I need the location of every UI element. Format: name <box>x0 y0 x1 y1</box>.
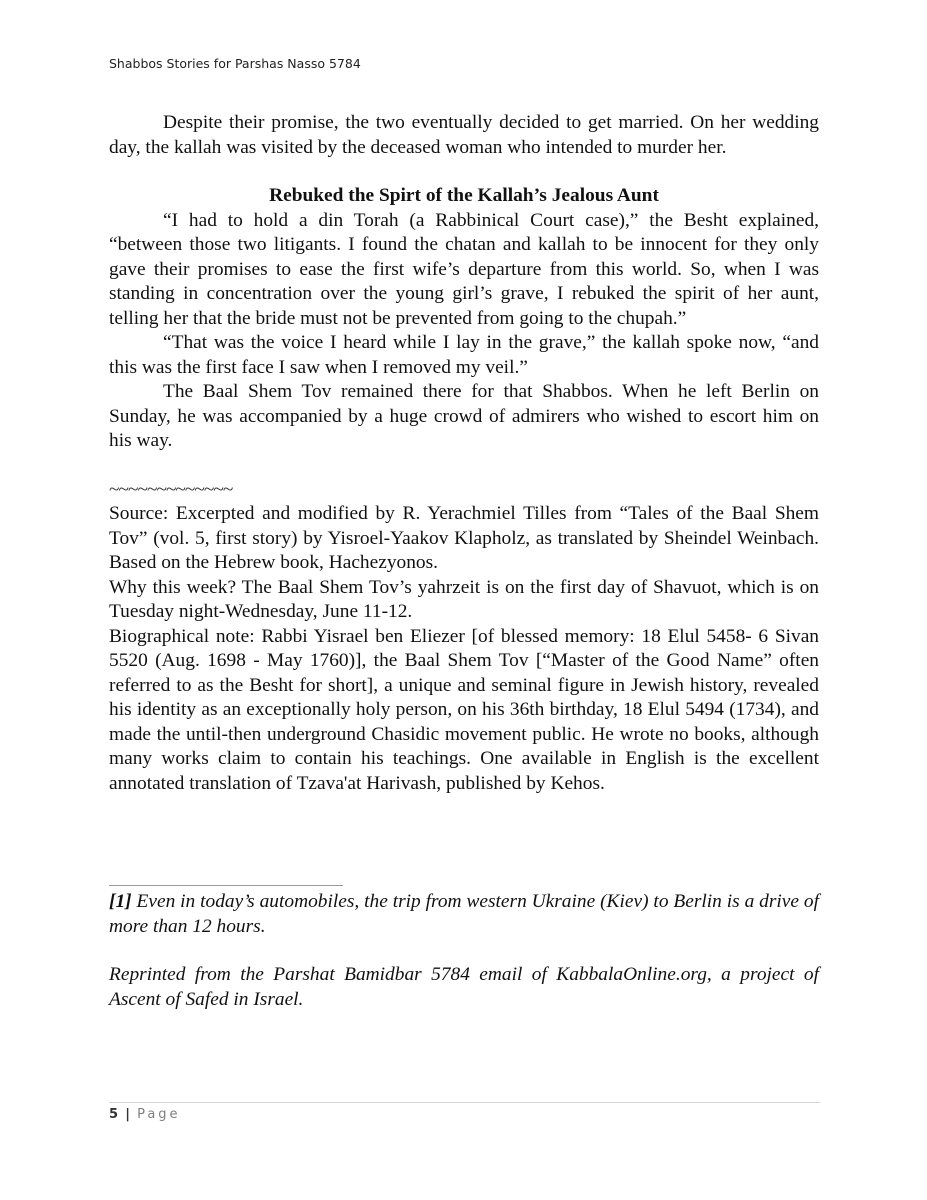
story-paragraph-4: The Baal Shem Tov remained there for that Shabbos. When he left Berlin on Sunday, he was accompanied by a huge crowd of admirers who wished to escort him on his way. <box>109 381 819 451</box>
footer-rule <box>109 1102 820 1103</box>
why-this-week-note: Why this week? The Baal Shem Tov’s yahrzeit is on the first day of Shavuot, which is on Tuesday night-Wednesday, June 11-12. <box>109 576 819 622</box>
footer-separator: | <box>125 1107 130 1122</box>
story-body <box>109 111 819 796</box>
section-heading: Rebuked the Spirt of the Kallah’s Jealous Aunt <box>269 185 659 206</box>
footnote-rule <box>109 885 343 886</box>
biographical-note: Biographical note: Rabbi Yisrael ben Eliezer [of blessed memory: 18 Elul 5458- 6 Sivan 5520 (Aug. 1698 - May 1760)], the Baal Shem Tov [“Master of the Good Name” often referred to as the Besht for short], a unique and seminal figure in Jewish history, revealed his identity as an exceptionally holy person, on his 36th birthday, 18 Elul 5494 (1734), and made the until-then underground Chasidic movement public. He wrote no books, although many works claim to contain his teachings. One available in English is the excellent annotated translation of Tzava'at Harivash, published by Kehos. <box>109 625 819 794</box>
footnotes <box>109 890 819 1012</box>
story-paragraph-2: “I had to hold a din Torah (a Rabbinical Court case),” the Besht explained, “between those two litigants. I found the chatan and kallah to be innocent for they only gave their promises to ease the first wife’s departure from this world. So, when I was standing in concentration over the young girl’s grave, I rebuked the spirit of her aunt, telling her that the bride must not be prevented from going to the chupah.” <box>109 209 819 329</box>
source-note: Source: Excerpted and modified by R. Yerachmiel Tilles from “Tales of the Baal Shem Tov” (vol. 5, first story) by Yisroel-Yaakov Klapholz, as translated by Sheindel Weinbach. Based on the Hebrew book, Hachezyonos. <box>109 503 819 573</box>
footnote-1-mark[interactable]: [1] <box>109 891 132 912</box>
page-label: Page <box>137 1107 181 1122</box>
page-number: 5 <box>109 1107 119 1122</box>
tilde-separator: ~~~~~~~~~~~~~ <box>109 478 233 500</box>
running-header: Shabbos Stories for Parshas Nasso 5784 <box>109 56 361 71</box>
footnote-1-text: Even in today’s automobiles, the trip from western Ukraine (Kiev) to Berlin is a drive of more than 12 hours. <box>109 891 819 937</box>
story-paragraph-1: Despite their promise, the two eventually decided to get married. On her wedding day, the kallah was visited by the deceased woman who intended to murder her. <box>109 112 819 158</box>
story-paragraph-3: “That was the voice I heard while I lay in the grave,” the kallah spoke now, “and this was the first face I saw when I removed my veil.” <box>109 332 819 378</box>
page-footer <box>109 1107 181 1122</box>
footnote-1 <box>109 890 819 939</box>
reprint-note: Reprinted from the Parshat Bamidbar 5784 email of KabbalaOnline.org, a project of Ascent of Safed in Israel. <box>109 964 819 1010</box>
